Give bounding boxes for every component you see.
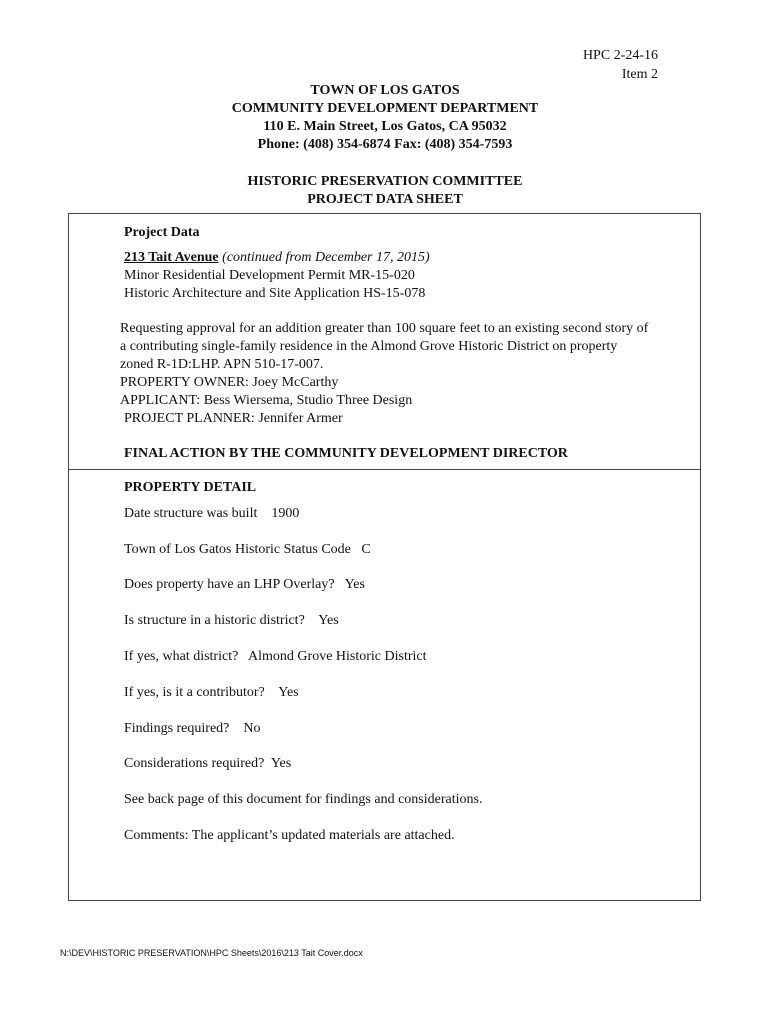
lhp-overlay-label: Does property have an LHP Overlay?: [124, 577, 335, 592]
town-name: TOWN OF LOS GATOS: [310, 83, 460, 98]
date-built-row: [124, 506, 299, 522]
status-code-label: Town of Los Gatos Historic Status Code: [124, 542, 351, 557]
considerations-label: Considerations required?: [124, 756, 265, 771]
department-address: 110 E. Main Street, Los Gatos, CA 95032: [263, 119, 507, 134]
project-request: [120, 320, 697, 428]
request-line-3: zoned R-1D:LHP. APN 510-17-007.: [120, 357, 324, 372]
contributor-row: [124, 685, 299, 701]
contributor-value: Yes: [278, 685, 299, 700]
district-name-row: [124, 649, 427, 665]
letterhead: [0, 82, 770, 154]
property-owner: PROPERTY OWNER: Joey McCarthy: [120, 375, 339, 390]
project-address-line: [124, 250, 430, 266]
permit-mr: Minor Residential Development Permit MR-15-020: [124, 268, 415, 283]
lhp-overlay-value: Yes: [344, 577, 365, 592]
district-name-value: Almond Grove Historic District: [248, 649, 427, 664]
historic-district-value: Yes: [318, 613, 339, 628]
status-code-row: [124, 542, 371, 558]
applicant: APPLICANT: Bess Wiersema, Studio Three Design: [120, 393, 413, 408]
historic-district-label: Is structure in a historic district?: [124, 613, 305, 628]
meeting-reference: [583, 46, 658, 84]
data-sheet-box: [68, 213, 701, 901]
findings-row: [124, 721, 261, 737]
sheet-title: PROJECT DATA SHEET: [307, 192, 463, 207]
findings-value: No: [243, 721, 261, 736]
property-detail-heading: PROPERTY DETAIL: [124, 480, 257, 495]
considerations-row: [124, 756, 291, 772]
file-path-footer: N:\DEV\HISTORIC PRESERVATION\HPC Sheets\2016\213 Tait Cover.docx: [60, 948, 363, 958]
permit-hs: Historic Architecture and Site Application HS-15-078: [124, 286, 426, 301]
considerations-value: Yes: [270, 756, 292, 771]
request-line-1: Requesting approval for an addition greater than 100 square feet to an existing second story of: [120, 321, 649, 336]
district-name-label: If yes, what district?: [124, 649, 239, 664]
continued-note: (continued from December 17, 2015): [222, 250, 430, 265]
item-number: Item 2: [621, 67, 658, 82]
meeting-code: HPC 2-24-16: [582, 48, 658, 63]
back-page-note: See back page of this document for findings and considerations.: [124, 792, 483, 807]
committee-name: HISTORIC PRESERVATION COMMITTEE: [247, 174, 523, 189]
final-action: FINAL ACTION BY THE COMMUNITY DEVELOPMENT DIRECTOR: [124, 446, 568, 461]
department-phone: Phone: (408) 354-6874 Fax: (408) 354-7593: [257, 137, 513, 152]
historic-district-row: [124, 613, 339, 629]
section-divider: [69, 469, 700, 470]
status-code-value: C: [361, 542, 371, 557]
contributor-label: If yes, is it a contributor?: [124, 685, 265, 700]
date-built-value: 1900: [271, 506, 300, 521]
document-title: [0, 173, 770, 209]
lhp-overlay-row: [124, 577, 365, 593]
project-planner: PROJECT PLANNER: Jennifer Armer: [124, 411, 343, 426]
findings-label: Findings required?: [124, 721, 230, 736]
date-built-label: Date structure was built: [124, 506, 258, 521]
request-line-2: a contributing single-family residence in the Almond Grove Historic District on property: [120, 339, 618, 354]
project-address: 213 Tait Avenue: [124, 250, 219, 265]
project-data-heading: Project Data: [124, 225, 200, 240]
department-name: COMMUNITY DEVELOPMENT DEPARTMENT: [231, 101, 539, 116]
comments: Comments: The applicant’s updated materials are attached.: [124, 828, 455, 843]
